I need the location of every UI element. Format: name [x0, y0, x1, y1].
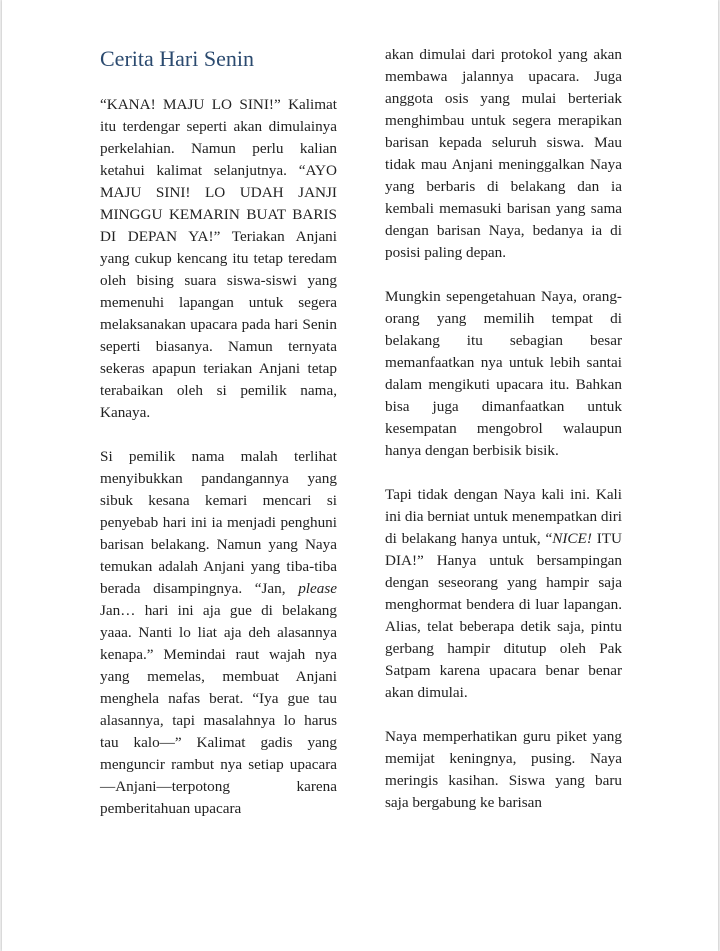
document-page: [2, 0, 718, 951]
italic-nice: NICE!: [552, 530, 592, 547]
paragraph-6: Naya memperhatikan guru piket yang memijat keningnya, pusing. Naya meringis kasihan. Siswa yang baru saja bergabung ke barisan: [385, 728, 622, 811]
paragraph-3: akan dimulai dari protokol yang akan membawa jalannya upacara. Juga anggota osis yang mulai berteriak menghimbau untuk segera merapikan barisan kepada seluruh siswa. Mau tidak mau Anjani meninggalkan Naya yang berbaris di belakang dan ia kembali memasuki barisan yang sama dengan barisan Naya, bedanya ia di posisi paling depan.: [385, 46, 622, 261]
paragraph-2-part-b: Jan… hari ini aja gue di belakang yaaa. Nanti lo liat aja deh alasannya kenapa.” Memindai raut wajah nya yang memelas, membuat Anjani menghela nafas berat. “Iya gue tau alasannya, tapi masalahnya lo harus tau kalo—” Kalimat gadis yang menguncir rambut nya setiap upacara—Anjani—terpotong karena pemberitahuan upacara: [100, 602, 337, 817]
paragraph-5: [385, 484, 622, 704]
italic-please: please: [298, 580, 337, 597]
right-column: [385, 44, 622, 814]
document-title: Cerita Hari Senin: [100, 46, 254, 71]
paragraph-1: “KANA! MAJU LO SINI!” Kalimat itu terdengar seperti akan dimulainya perkelahian. Namun perlu kalian ketahui kalimat selanjutnya. “AYO MAJU SINI! LO UDAH JANJI MINGGU KEMARIN BUAT BARIS DI DEPAN YA!” Teriakan Anjani yang cukup kencang itu tetap teredam oleh bising suara siswa-siswi yang memenuhi lapangan untuk segera melaksanakan upacara pada hari Senin seperti biasanya. Namun ternyata sekeras apapun teriakan Anjani tetap terabaikan oleh si pemilik nama, Kanaya.: [100, 96, 337, 421]
paragraph-5-part-b: ITU DIA!” Hanya untuk bersampingan dengan seseorang yang hampir saja menghormat bendera di luar lapangan. Alias, telat beberapa detik saja, pintu gerbang hampir ditutup oleh Pak Satpam karena upacara benar benar akan dimulai.: [385, 530, 623, 701]
paragraph-2-part-a: Si pemilik nama malah terlihat menyibukkan pandangannya yang sibuk kesana kemari mencari si penyebab hari ini ia menjadi penghuni barisan belakang. Namun yang Naya temukan adalah Anjani yang tiba-tiba berada disampingnya. “Jan,: [100, 448, 337, 597]
left-column: [100, 44, 337, 820]
paragraph-2: [100, 446, 337, 820]
paragraph-4: Mungkin sepengetahuan Naya, orang-orang yang memilih tempat di belakang itu sebagian besar memanfaatkan nya untuk lebih santai dalam mengikuti upacara itu. Bahkan bisa juga dimanfaatkan untuk kesempatan mengobrol walaupun hanya dengan berbisik bisik.: [385, 288, 622, 459]
paragraph-5-part-a: Tapi tidak dengan Naya kali ini. Kali ini dia berniat untuk menempatkan diri di belakang hanya untuk, “: [385, 486, 622, 547]
